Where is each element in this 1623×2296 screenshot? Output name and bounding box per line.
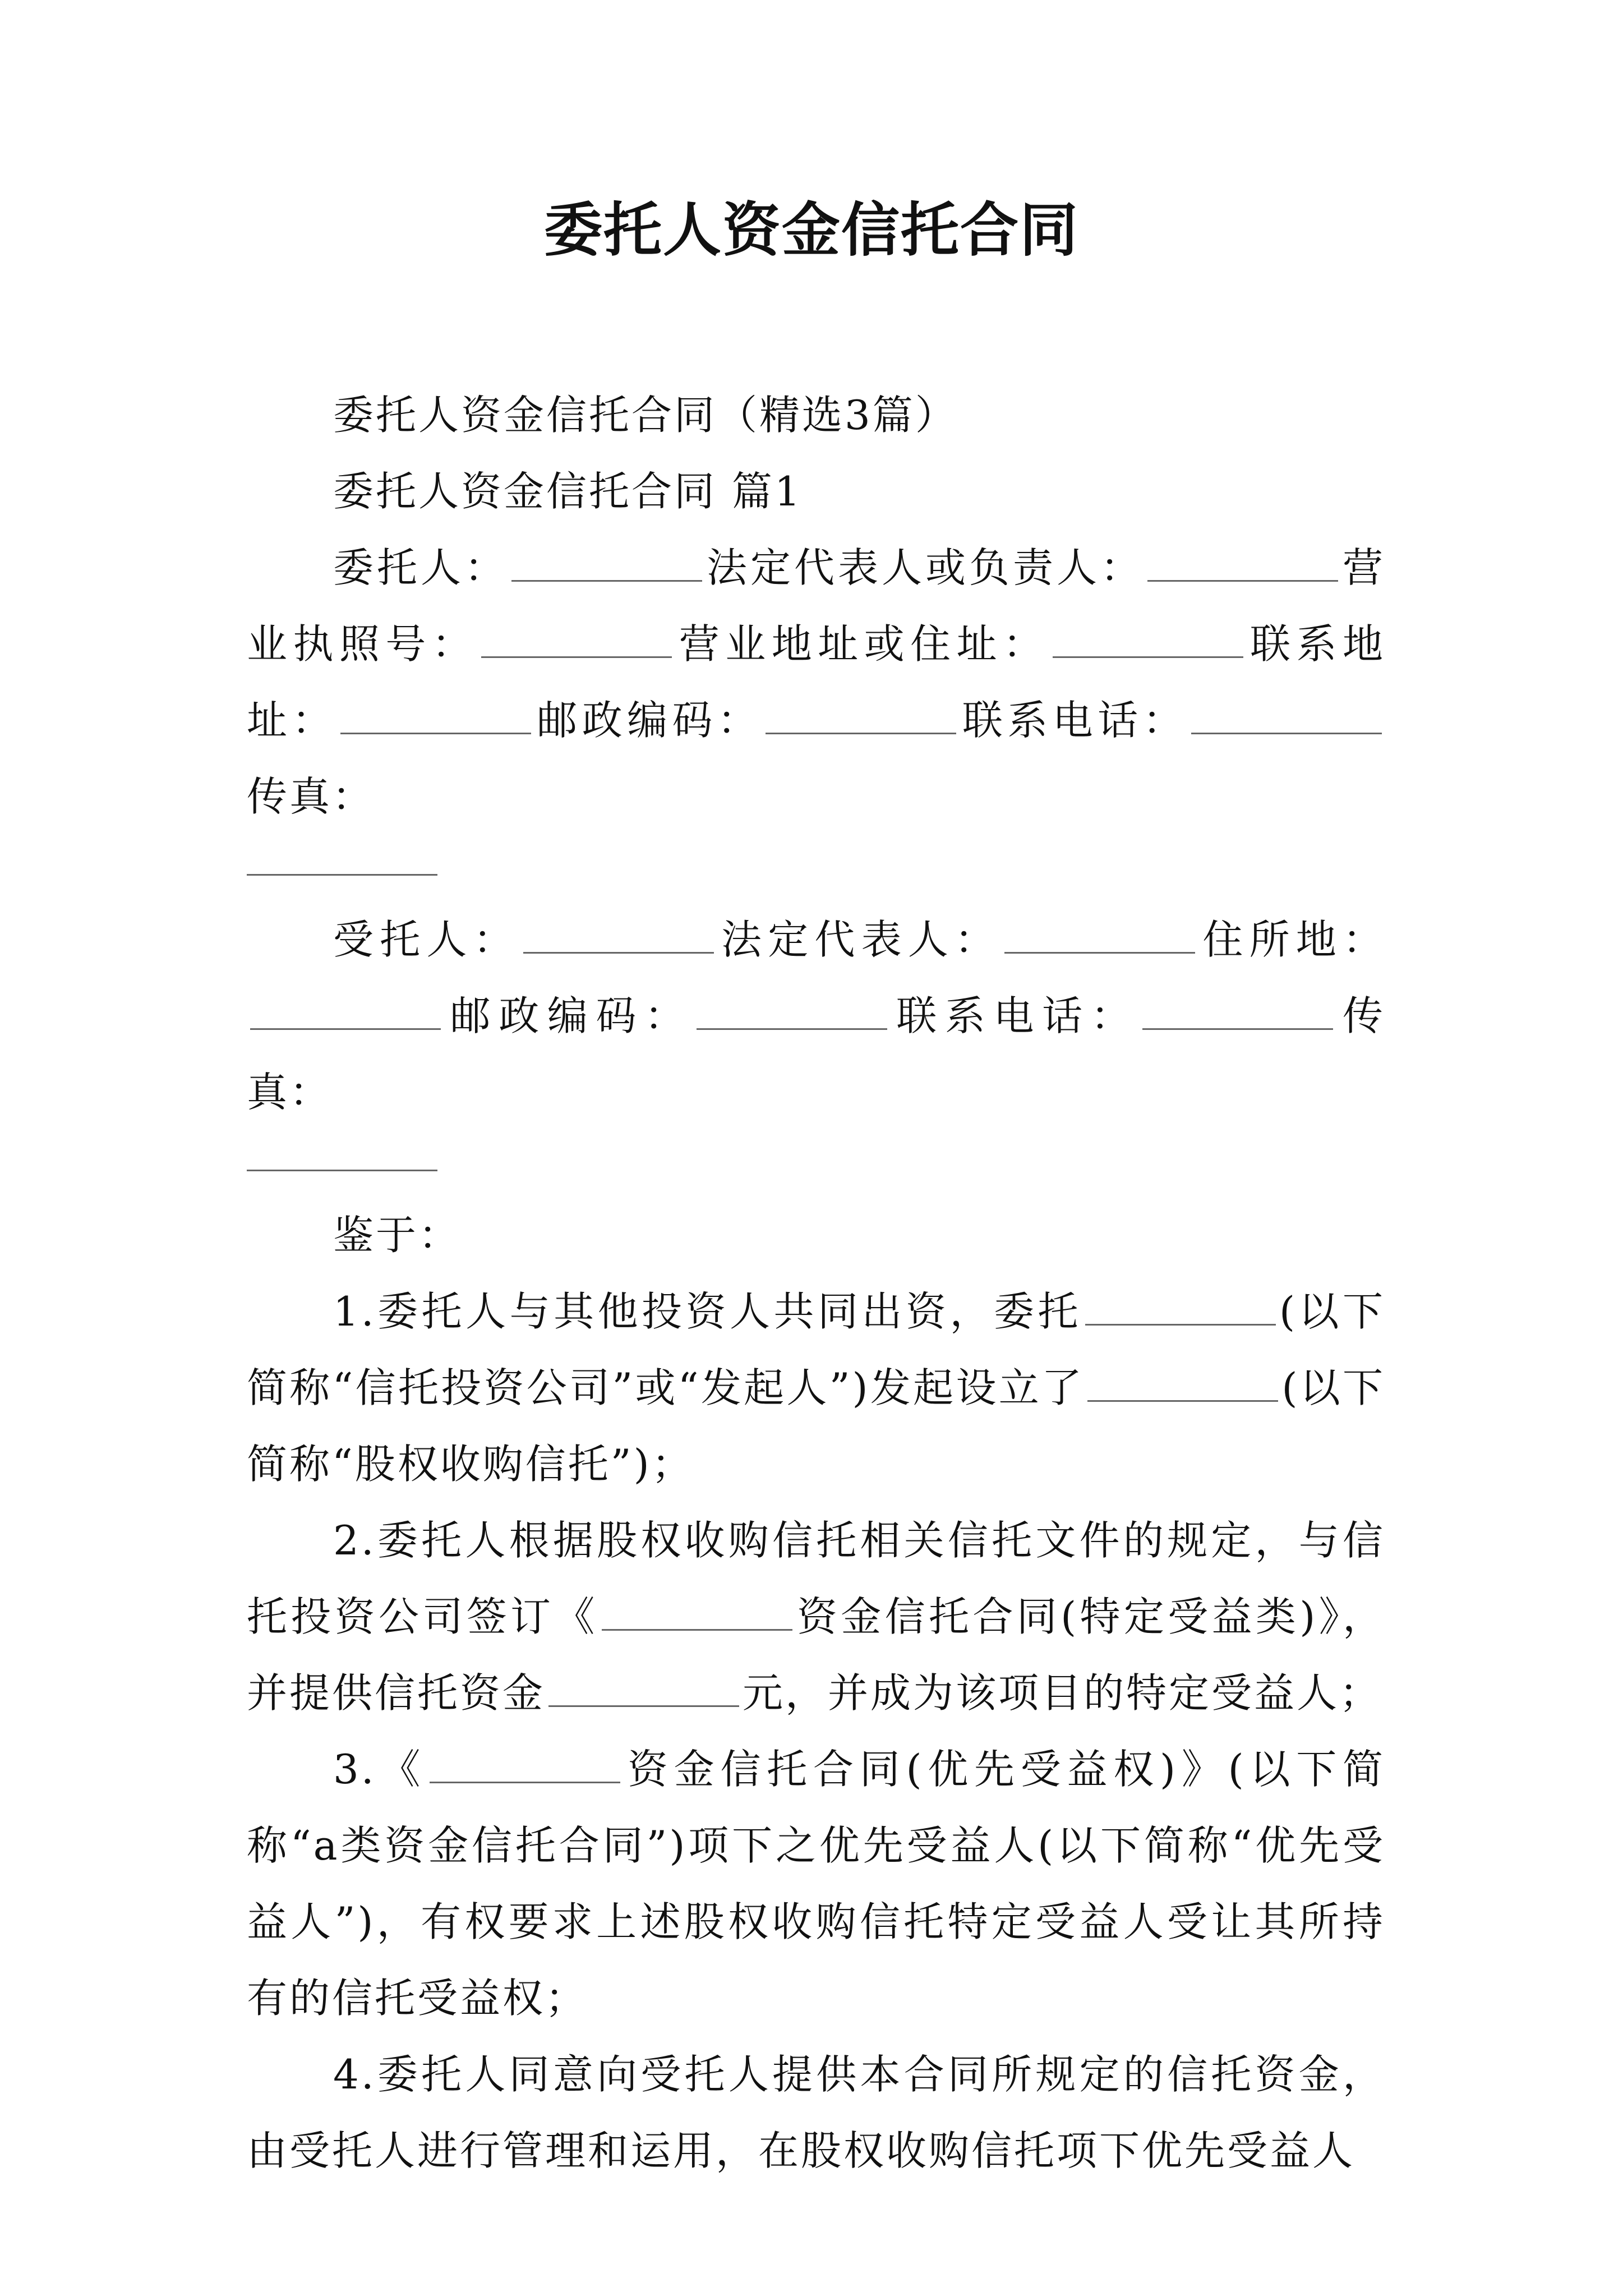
principal-contact-address-label: 联系地址：	[247, 620, 1385, 744]
spacer	[247, 1184, 1385, 1197]
clause-1-text-a: 1.委托人与其他投资人共同出资，委托	[333, 1288, 1082, 1335]
chapter-heading: 委托人资金信托合同 篇1	[333, 468, 803, 515]
principal-address-blank	[1053, 652, 1243, 658]
principal-postcode-blank	[766, 728, 956, 734]
document-subtitle: 委托人资金信托合同（精选3篇）	[333, 392, 958, 439]
clause-1-text-c: (以下简称“股权收购信托”)；	[247, 1364, 1386, 1488]
trustee-legal-rep-blank	[1004, 947, 1195, 954]
trustee-label: 受托人：	[333, 916, 520, 963]
principal-legal-rep-blank	[1147, 576, 1338, 582]
trustee-phone-blank	[1142, 1024, 1333, 1030]
clause-2-blank-b	[548, 1701, 739, 1707]
document-body	[247, 377, 1385, 2189]
trustee-info-paragraph	[247, 901, 1385, 1130]
principal-legal-rep-label: 法定代表人或负责人：	[706, 544, 1144, 591]
principal-phone-label: 联系电话：	[960, 697, 1188, 744]
principal-address-label: 营业地址或住址：	[675, 620, 1049, 668]
principal-license-blank	[481, 652, 672, 658]
spacer	[247, 888, 1385, 901]
trustee-domicile-label: 住所地：	[1198, 916, 1385, 963]
trustee-postcode-label: 邮政编码：	[444, 992, 693, 1039]
principal-phone-blank	[1191, 728, 1382, 734]
clause-2-blank-a	[602, 1625, 792, 1631]
clause-1	[247, 1273, 1385, 1502]
clause-1-text-b: (以下简称“信托投资公司”或“发起人”)发起设立了	[247, 1288, 1385, 1411]
clause-3-text-b: 资金信托合同(优先受益权)》(以下简称“a类资金信托合同”)项下之优先受益人(以下简称“优先受益人”)，有权要求上述股权收购信托特定受益人受让其所持有的信托受益权；	[247, 1746, 1385, 2022]
clause-4-text-a: 4.委托人同意向受托人提供本合同所规定的信托资金，由受托人进行管理和运用，在股权收购信托项下优先受益人	[247, 2051, 1385, 2174]
principal-postcode-label: 邮政编码：	[534, 697, 763, 744]
principal-info-paragraph	[247, 530, 1385, 835]
clause-2-text-c: 元，并成为该项目的特定受益人；	[743, 1669, 1382, 1717]
principal-fax-blank	[247, 835, 437, 876]
trustee-domicile-blank	[250, 1024, 441, 1030]
clause-4	[247, 2036, 1385, 2189]
trustee-fax-label: 传真：	[247, 992, 1385, 1116]
clause-2-text-b: 资金信托合同(特定受益类)》，并提供信托资金	[247, 1593, 1385, 1717]
trustee-legal-rep-label: 法定代表人：	[717, 916, 1002, 963]
document-title: 委托人资金信托合同	[543, 195, 1079, 264]
trustee-phone-label: 联系电话：	[890, 992, 1140, 1039]
clause-3-text-a: 3.《	[333, 1746, 427, 1793]
clause-1-blank-b	[1087, 1396, 1278, 1402]
clause-2	[247, 1502, 1385, 1731]
trustee-fax-blank	[247, 1130, 437, 1171]
principal-name-blank	[511, 576, 702, 582]
principal-label: 委托人：	[333, 544, 508, 591]
trustee-postcode-blank	[697, 1024, 887, 1030]
clause-3	[247, 1731, 1385, 2036]
principal-license-label: 营业执照号：	[247, 544, 1385, 668]
clause-1-blank-a	[1085, 1319, 1276, 1326]
clause-2-text-a: 2.委托人根据股权收购信托相关信托文件的规定，与信托投资公司签订《	[247, 1517, 1385, 1640]
clause-3-blank-a	[430, 1777, 620, 1783]
whereas-heading: 鉴于：	[333, 1212, 462, 1259]
principal-contact-address-blank	[340, 728, 531, 734]
principal-fax-label: 传真：	[247, 773, 375, 820]
trustee-name-blank	[523, 947, 714, 954]
